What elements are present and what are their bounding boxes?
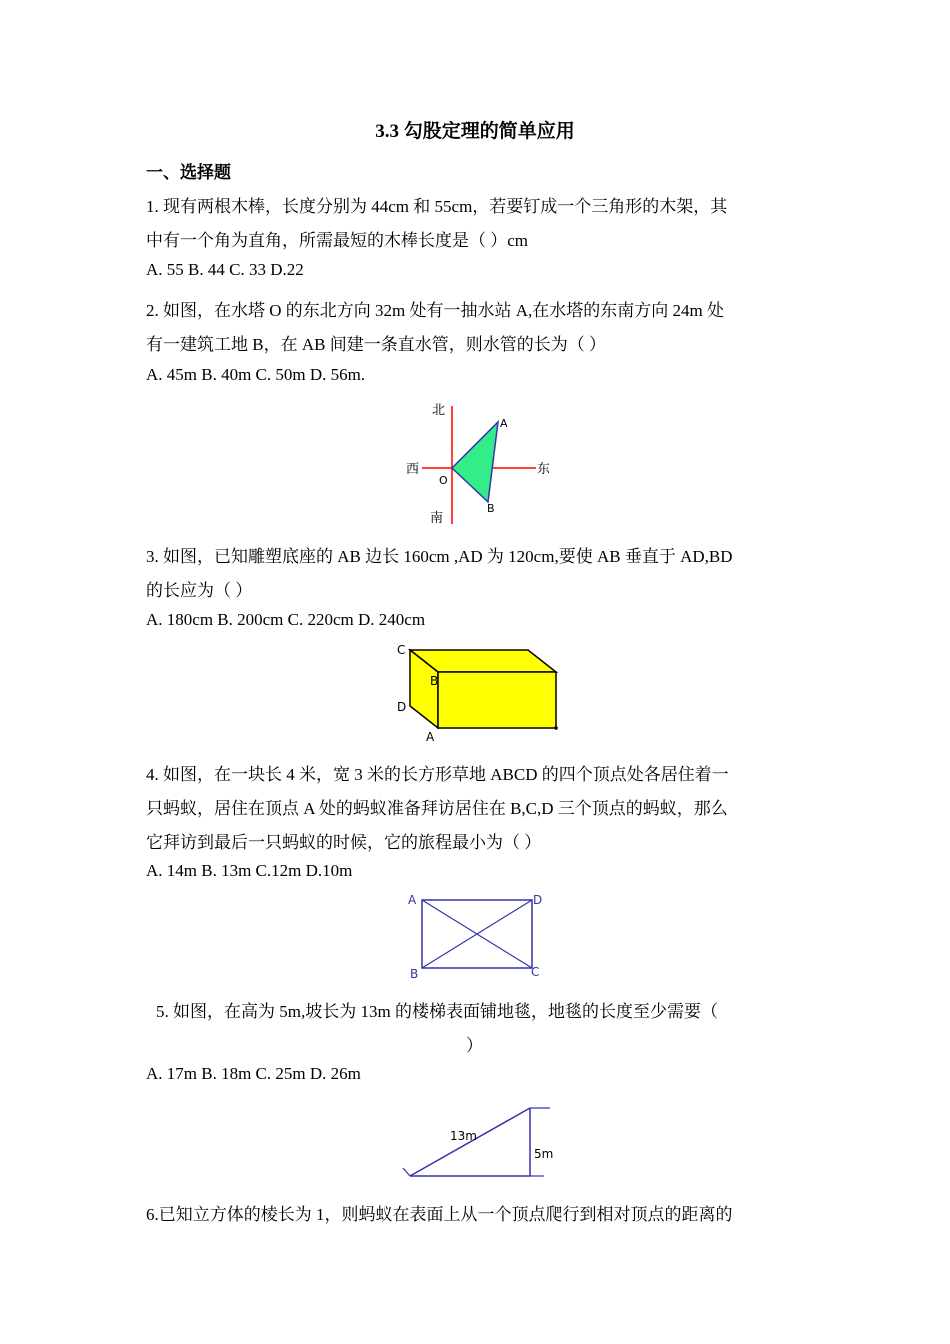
- label-b: B: [410, 967, 419, 981]
- label-d: D: [397, 700, 407, 714]
- label-slope: 13m: [450, 1129, 477, 1143]
- triangle-oab: [452, 422, 498, 502]
- label-a: A: [426, 730, 435, 744]
- label-b: B: [487, 502, 495, 515]
- label-o: O: [439, 474, 448, 487]
- q5-figure: [398, 1098, 558, 1184]
- q2-line2: 有一建筑工地 B，在 AB 间建一条直水管，则水管的长为（ ）: [146, 335, 606, 354]
- q4-options: A. 14m B. 13m C.12m D.10m: [146, 861, 353, 880]
- q4-figure: [406, 890, 546, 982]
- q3-line2: 的长应为（ ）: [146, 581, 253, 600]
- label-north: 北: [432, 403, 446, 418]
- label-c: C: [531, 965, 540, 979]
- q5-line2: ）: [466, 1036, 483, 1055]
- label-a: A: [500, 417, 508, 430]
- page-title: 3.3 勾股定理的简单应用: [375, 121, 575, 142]
- q4-line1: 4. 如图，在一块长 4 米，宽 3 米的长方形草地 ABCD 的四个顶点处各居住着一: [146, 765, 729, 784]
- label-a: A: [408, 893, 417, 907]
- label-east: 东: [537, 462, 551, 477]
- q5-options: A. 17m B. 18m C. 25m D. 26m: [146, 1064, 361, 1083]
- q3-options: A. 180cm B. 200cm C. 220cm D. 240cm: [146, 610, 426, 629]
- q3-line1: 3. 如图，已知雕塑底座的 AB 边长 160cm ,AD 为 120cm,要使 AB 垂直于 AD,BD: [146, 547, 733, 566]
- label-d: D: [533, 893, 543, 907]
- label-b: B: [430, 674, 439, 688]
- q6-line1: 6.已知立方体的棱长为 1，则蚂蚁在表面上从一个顶点爬行到相对顶点的距离的: [146, 1205, 733, 1224]
- label-west: 西: [406, 462, 420, 477]
- label-c: C: [397, 643, 406, 657]
- section-heading: 一、选择题: [146, 163, 231, 182]
- q3-figure: [394, 640, 564, 746]
- q5-line1: 5. 如图，在高为 5m,坡长为 13m 的楼梯表面铺地毯，地毯的长度至少需要（: [156, 1002, 718, 1021]
- label-south: 南: [430, 511, 444, 526]
- q1-line2: 中有一个角为直角，所需最短的木棒长度是（ ）cm: [146, 231, 529, 250]
- q4-line2: 只蚂蚁，居住在顶点 A 处的蚂蚁准备拜访居住在 B,C,D 三个顶点的蚂蚁，那么: [146, 799, 728, 818]
- base-tick: [403, 1168, 410, 1176]
- q2-options: A. 45m B. 40m C. 50m D. 56m.: [146, 365, 366, 384]
- q4-line3: 它拜访到最后一只蚂蚁的时候，它的旅程最小为（ ）: [146, 833, 542, 852]
- q1-line1: 1. 现有两根木棒，长度分别为 44cm 和 55cm，若要钉成一个三角形的木架，其: [146, 197, 728, 216]
- q1-options: A. 55 B. 44 C. 33 D.22: [146, 260, 304, 279]
- q2-figure: [400, 398, 560, 528]
- box-corner-dot: [554, 726, 558, 730]
- label-height: 5m: [534, 1147, 554, 1161]
- q2-line1: 2. 如图，在水塔 O 的东北方向 32m 处有一抽水站 A,在水塔的东南方向 24m 处: [146, 301, 724, 320]
- box-front-face: [438, 672, 556, 728]
